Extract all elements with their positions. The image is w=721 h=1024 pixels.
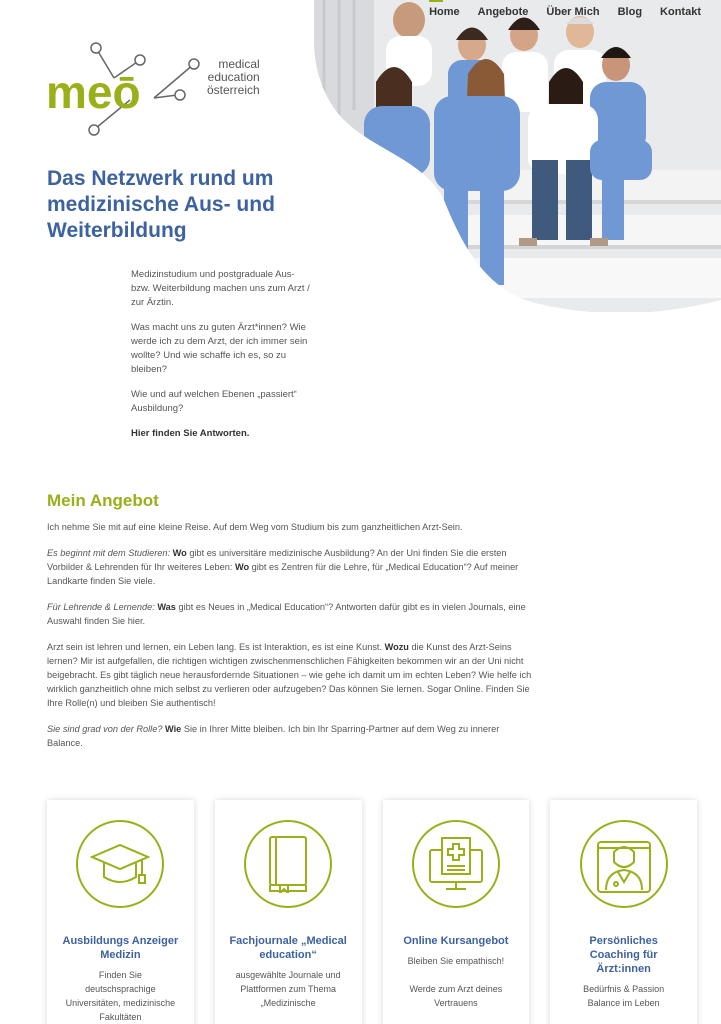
angebot-p2-bold-1: Wo [172, 548, 187, 558]
angebot-p2-text-1: gibt es universitäre medizinische Ausbildung? An der Uni finden Sie die ersten Vorbilder & Lehrenden für Ihr weiteres Leben: [47, 548, 507, 572]
nav-item-blog[interactable]: Blog [617, 6, 643, 18]
hero-title: Das Netzwerk rund um medizinische Aus- und Weiterbildung [47, 167, 275, 242]
logo-line-1: medical [218, 57, 260, 71]
offer-card-coaching[interactable] [550, 800, 697, 1024]
offer-card-ausbildungs-anzeiger[interactable] [47, 800, 194, 1024]
nav-item-ueber-mich[interactable]: Über Mich [546, 6, 600, 18]
card-description: Bedürfnis & Passion Balance im Leben [583, 984, 665, 1008]
offer-card-fachjournale[interactable] [215, 800, 362, 1024]
angebot-p2-lead: Es beginnt mit dem Studieren: [47, 548, 171, 558]
svg-text:meō: meō [46, 66, 141, 118]
angebot-text [47, 520, 537, 762]
intro-paragraph-4: Hier finden Sie Antworten. [131, 428, 250, 439]
intro-paragraph-1: Medizinstudium und postgraduale Aus- bzw. Weiterbildung machen uns zum Arzt / zur Ärztin. [131, 269, 310, 308]
card-title: Fachjournale „Medical education“ [229, 935, 347, 961]
angebot-paragraph-4 [47, 640, 537, 710]
card-title: Ausbildungs Anzeiger Medizin [62, 935, 179, 961]
angebot-p2-bold-2: Wo [234, 562, 250, 572]
intro-paragraph-2: Was macht uns zu guten Ärzt*innen? Wie werde ich zu dem Arzt, der ich immer sein wollte? Und wie schaffe ich es, so zu bleiben? [131, 322, 308, 375]
section-title-angebot: Mein Angebot [47, 491, 159, 510]
book-icon [244, 820, 332, 908]
card-description-2: Werde zum Arzt deines Vertrauens [409, 984, 503, 1008]
angebot-p4-text-2: die Kunst des Arzt-Seins lernen? Mir ist aufgefallen, die richtigen wichtigen zwischenmenschlichen Fähigkeiten bekommen wir an der Uni nicht beigebracht. Es gibt täglich neue herausfordernde Situationen – wie gehe ich damit um im echten Leben? Wie helfe ich wirklich ganzheitlich ohne mich selbst zu verlieren oder aufzugeben? Das können Sie lernen. Sogar Online. Finden Sie Ihre Rolle(n) und bleiben Sie authentisch! [47, 642, 532, 708]
angebot-p5-lead: Sie sind grad von der Rolle? [47, 724, 163, 734]
angebot-p4-text-1: Arzt sein ist lehren und lernen, ein Leben lang. Es ist Interaktion, es ist eine Kunst. [47, 642, 383, 652]
angebot-paragraph-5 [47, 722, 537, 750]
angebot-paragraph-3 [47, 600, 537, 628]
angebot-p3-bold-1: Was [157, 602, 176, 612]
hero-image [314, 0, 721, 312]
doctor-coaching-icon [580, 820, 668, 908]
angebot-p4-bold-1: Wozu [384, 642, 409, 652]
angebot-paragraph-1: Ich nehme Sie mit auf eine kleine Reise. Auf dem Weg vom Studium bis zum ganzheitlichen Arzt-Sein. [47, 522, 463, 532]
angebot-paragraph-2 [47, 546, 537, 588]
nav-item-kontakt[interactable]: Kontakt [660, 6, 701, 18]
card-description: Finden Sie deutschsprachige Universitäten, medizinische Fakultäten [65, 970, 176, 1022]
online-course-icon [412, 820, 500, 908]
angebot-p3-text-1: gibt es Neues in „Medical Education“? Antworten dafür gibt es in vielen Journals, eine Auswahl finden Sie hier. [47, 602, 526, 626]
logo-line-2: education [207, 70, 260, 84]
angebot-p3-lead: Für Lehrende & Lernende: [47, 602, 155, 612]
card-title: Persönliches Coaching für Ärzt:innen [589, 935, 658, 975]
card-title: Online Kursangebot [403, 935, 509, 947]
intro-text [131, 268, 311, 452]
angebot-p2-text-2: gibt es Zentren für die Lehre, für „Medical Education“? Auf meiner Landkarte finden Sie viele. [47, 562, 519, 586]
nav-item-angebote[interactable]: Angebote [477, 6, 529, 18]
logo-line-3: österreich [207, 83, 260, 97]
offer-cards [47, 800, 697, 1024]
logo-tagline [207, 58, 260, 97]
angebot-p5-text-1: Sie in Ihrer Mitte bleiben. Ich bin Ihr Sparring-Partner auf dem Weg zu innerer Balance. [47, 724, 500, 748]
offer-card-online-kurs[interactable] [383, 800, 530, 1024]
card-description: ausgewählte Journale und Plattformen zum Thema „Medizinische [235, 970, 341, 1008]
nav-item-home[interactable]: Home [429, 6, 460, 18]
graduation-cap-icon [76, 820, 164, 908]
card-description: Bleiben Sie empathisch! [407, 956, 505, 966]
angebot-p5-bold-1: Wie [165, 724, 182, 734]
intro-paragraph-3: Wie und auf welchen Ebenen „passiert“ Ausbildung? [131, 389, 297, 414]
main-nav [429, 6, 701, 18]
